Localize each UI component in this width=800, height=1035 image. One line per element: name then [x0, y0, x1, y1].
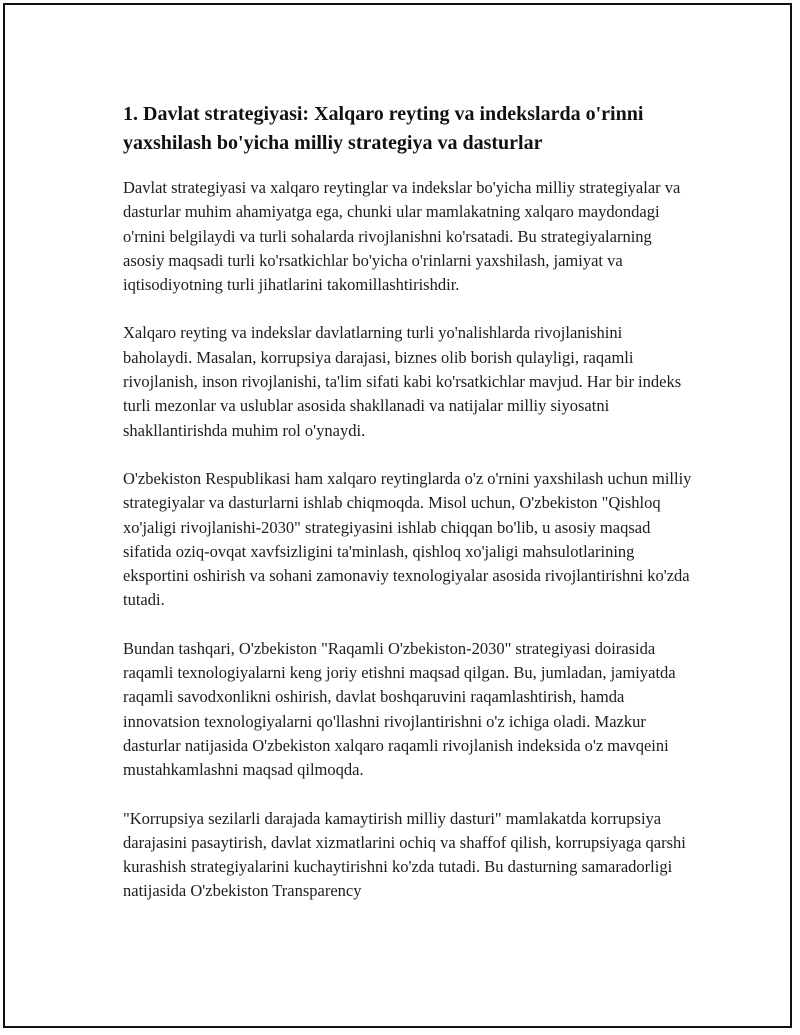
paragraph-2: Xalqaro reyting va indekslar davlatlarning turli yo'nalishlarda rivojlanishini baholaydi. Masalan, korrupsiya darajasi, biznes olib borish qulayligi, raqamli rivojlanish, inson rivojlanishi, ta'lim sifati kabi ko'rsatkichlar mavjud. Har bir indeks turli mezonlar va uslublar asosida shakllanadi va natijalar milliy siyosatni shakllantirishda muhim rol o'ynaydi.	[123, 323, 682, 440]
document-body	[123, 100, 693, 928]
paragraph-5: "Korrupsiya sezilarli darajada kamaytirish milliy dasturi" mamlakatda korrupsiya darajasini pasaytirish, davlat xizmatlarini ochiq va shaffof qilish, korrupsiyaga qarshi kurashish strategiyalarini kuchaytirishni ko'zda tutadi. Bu dasturning samaradorligi natijasida O'zbekiston Transparency	[123, 808, 686, 901]
section-title: 1. Davlat strategiyasi: Xalqaro reyting va indekslarda o'rinni yaxshilash bo'yicha milliy strategiya va dasturlar	[123, 103, 644, 154]
paragraph-3: O'zbekiston Respublikasi ham xalqaro reytinglarda o'z o'rnini yaxshilash uchun milliy strategiyalar va dasturlarni ishlab chiqmoqda. Misol uchun, O'zbekiston "Qishloq xo'jaligi rivojlanishi-2030" strategiyasini ishlab chiqqan bo'lib, u asosiy maqsad sifatida oziq-ovqat xavfsizligini ta'minlash, qishloq xo'jaligi mahsulotlarining eksportini oshirish va sohani zamonaviy texnologiyalar asosida rivojlantirishni ko'zda tutadi.	[123, 468, 692, 610]
page-frame	[3, 3, 792, 1028]
paragraph-4: Bundan tashqari, O'zbekiston "Raqamli O'zbekiston-2030" strategiyasi doirasida raqamli texnologiyalarni keng joriy etishni maqsad qilgan. Bu, jumladan, jamiyatda raqamli savodxonlikni oshirish, davlat boshqaruvini raqamlashtirish, hamda innovatsion texnologiyalarni qo'llashni rivojlantirishni o'z ichiga oladi. Mazkur dasturlar natijasida O'zbekiston xalqaro raqamli rivojlanish indeksida o'z mavqeini mustahkamlashni maqsad qilmoqda.	[123, 638, 676, 780]
paragraph-1: Davlat strategiyasi va xalqaro reytinglar va indekslar bo'yicha milliy strategiyalar va dasturlar muhim ahamiyatga ega, chunki ular mamlakatning xalqaro maydondagi o'rnini belgilaydi va turli sohalarda rivojlanishni ko'rsatadi. Bu strategiyalarning asosiy maqsadi turli ko'rsatkichlar bo'yicha o'rinlarni yaxshilash, jamiyat va iqtisodiyotning turli jihatlarini takomillashtirishdir.	[123, 178, 681, 295]
